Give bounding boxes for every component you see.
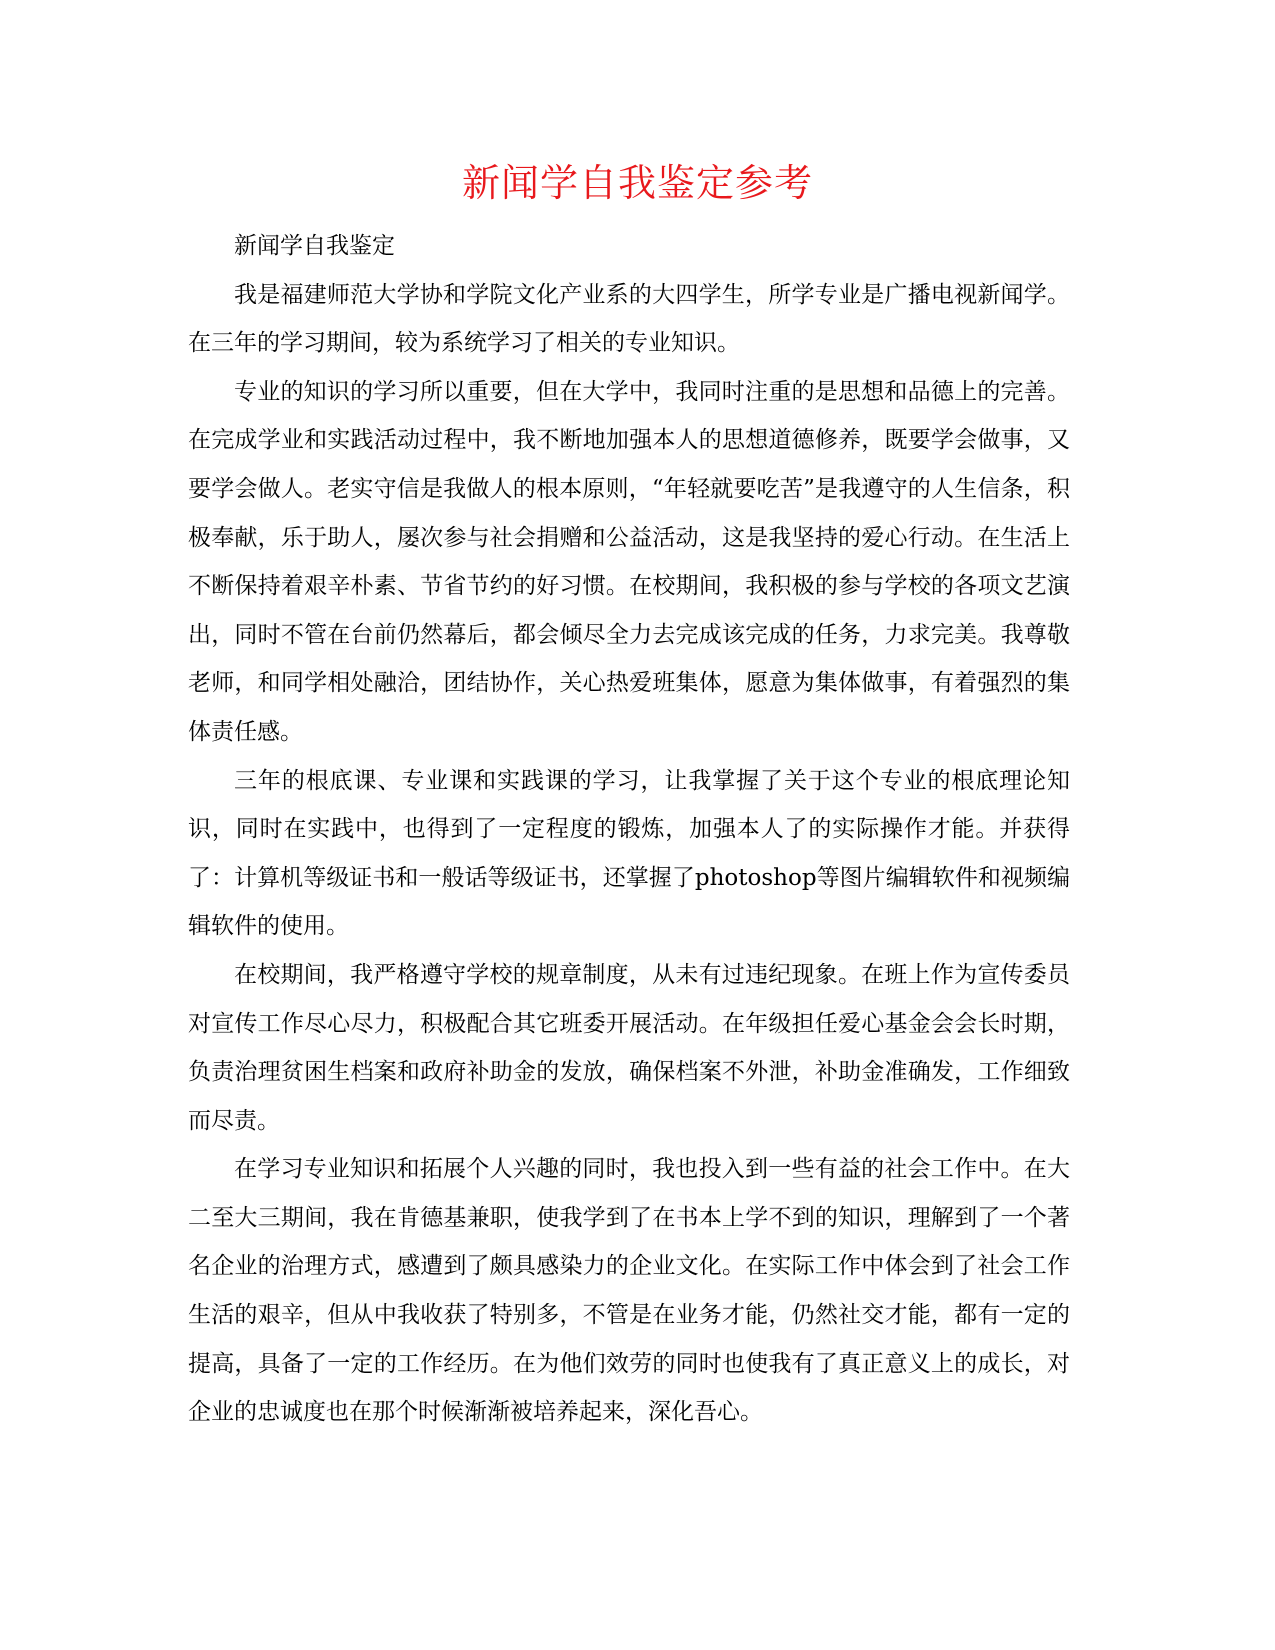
section-heading: 新闻学自我鉴定 [234,233,395,259]
paragraph-character: 专业的知识的学习所以重要，但在大学中，我同时注重的是思想和品德上的完善。在完成学业和实践活动过程中，我不断地加强本人的思想道德修养，既要学会做事，又要学会做人。老实守信是我做人的根本原则，“年轻就要吃苦”是我遵守的人生信条，积极奉献，乐于助人，屡次参与社会捐赠和公益活动，这是我坚持的爱心行动。在生活上不断保持着艰辛朴素、节省节约的好习惯。在校期间，我积极的参与学校的各项文艺演出，同时不管在台前仍然幕后，都会倾尽全力去完成该完成的任务，力求完美。我尊敬老师，和同学相处融洽，团结协作，关心热爱班集体，愿意为集体做事，有着强烈的集体责任感。 [188,378,1070,745]
document-title: 新闻学自我鉴定参考 [461,161,813,205]
paragraph-skills: 三年的根底课、专业课和实践课的学习，让我掌握了关于这个专业的根底理论知识，同时在实践中，也得到了一定程度的锻炼，加强本人了的实际操作才能。并获得了：计算机等级证书和一般话等级证书，还掌握了photoshop等图片编辑软件和视频编辑软件的使用。 [188,767,1070,940]
document-body [188,222,1070,1437]
paragraph-discipline: 在校期间，我严格遵守学校的规章制度，从未有过违纪现象。在班上作为宣传委员对宣传工作尽心尽力，积极配合其它班委开展活动。在年级担任爱心基金会会长时期，负责治理贫困生档案和政府补助金的发放，确保档案不外泄，补助金准确发，工作细致而尽责。 [188,961,1070,1134]
paragraph-social-work: 在学习专业知识和拓展个人兴趣的同时，我也投入到一些有益的社会工作中。在大二至大三期间，我在肯德基兼职，使我学到了在书本上学不到的知识，理解到了一个著名企业的治理方式，感遭到了颇具感染力的企业文化。在实际工作中体会到了社会工作生活的艰辛，但从中我收获了特别多，不管是在业务才能，仍然社交才能，都有一定的提高，具备了一定的工作经历。在为他们效劳的同时也使我有了真正意义上的成长，对企业的忠诚度也在那个时候渐渐被培养起来，深化吾心。 [188,1156,1070,1426]
paragraph-intro: 我是福建师范大学协和学院文化产业系的大四学生，所学专业是广播电视新闻学。在三年的学习期间，较为系统学习了相关的专业知识。 [188,281,1070,357]
